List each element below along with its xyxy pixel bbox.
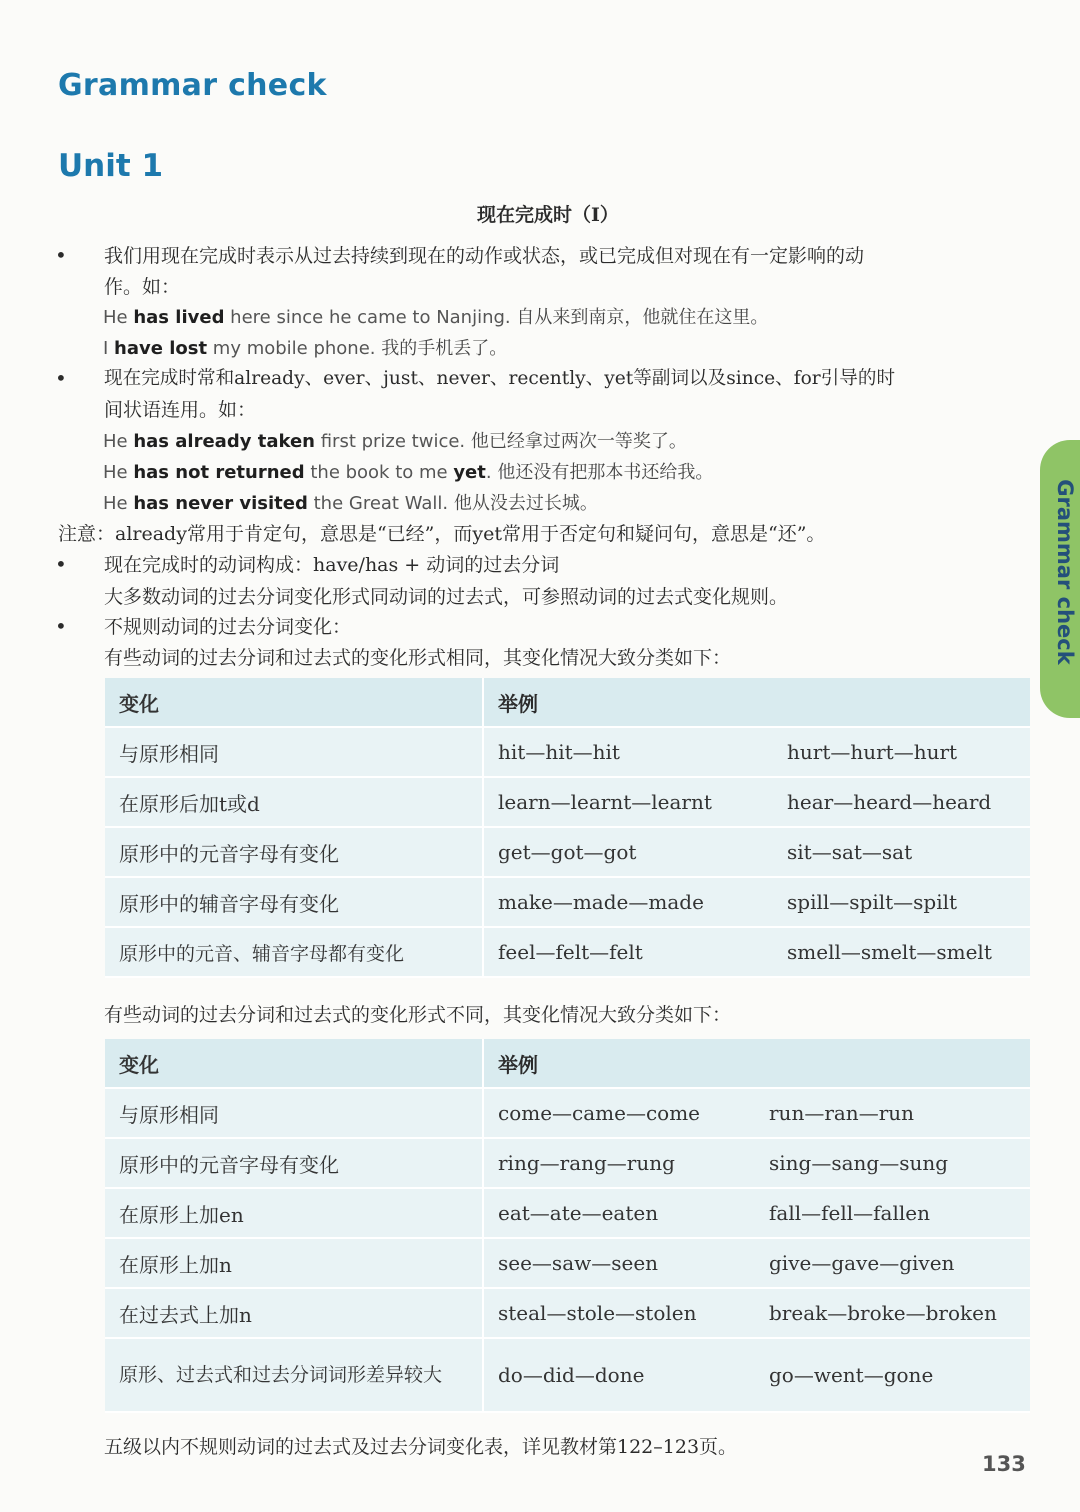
row-category: 在原形后加t或d (105, 777, 483, 827)
table-header-row (105, 1039, 1030, 1088)
row-example-1: hit—hit—hit (483, 727, 773, 777)
row-example-2: sing—sang—sung (755, 1138, 1030, 1188)
table-row (105, 1338, 1030, 1412)
row-example-1: learn—learnt—learnt (483, 777, 773, 827)
row-category: 原形、过去式和过去分词词形差异较大 (105, 1338, 483, 1412)
footer-text: 五级以内不规则动词的过去式及过去分词变化表，详见教材第122–123页。 (104, 1436, 738, 1458)
unit-title: Unit 1 (58, 148, 164, 184)
example-text: I have lost my mobile phone. (103, 338, 376, 359)
row-category: 在过去式上加n (105, 1288, 483, 1338)
row-category: 与原形相同 (105, 1088, 483, 1138)
row-example-2: spill—spilt—spilt (773, 877, 1030, 927)
example-text: He has not returned the book to me yet. (103, 462, 492, 483)
bullet-dot: • (55, 614, 67, 638)
row-category: 在原形上加n (105, 1238, 483, 1288)
example-sentence-4 (103, 459, 713, 486)
mid-text: 有些动词的过去分词和过去式的变化形式不同，其变化情况大致分类如下： (104, 1004, 732, 1026)
row-example-2: go—went—gone (755, 1338, 1030, 1412)
example-translation: 我的手机丢了。 (375, 338, 508, 359)
table-same-forms (105, 678, 1030, 978)
bullet-3-line-1: 现在完成时的动词构成：have/has + 动词的过去分词 (104, 554, 560, 576)
example-sentence-5 (103, 490, 598, 517)
table-row (105, 1138, 1030, 1188)
example-sentence-2 (103, 335, 507, 362)
table-row (105, 1188, 1030, 1238)
row-example-1: make—made—made (483, 877, 773, 927)
table-row (105, 1088, 1030, 1138)
example-sentence-3 (103, 428, 687, 455)
row-example-2: sit—sat—sat (773, 827, 1030, 877)
example-translation: 他还没有把那本书还给我。 (491, 462, 714, 483)
column-header-change: 变化 (105, 1039, 483, 1088)
row-example-1: do—did—done (483, 1338, 755, 1412)
table-header-row (105, 678, 1030, 727)
column-header-examples: 举例 (483, 1039, 1030, 1088)
row-example-1: steal—stole—stolen (483, 1288, 755, 1338)
row-example-2: run—ran—run (755, 1088, 1030, 1138)
row-example-1: get—got—got (483, 827, 773, 877)
bullet-dot: • (55, 552, 67, 576)
bullet-1-line-1: 我们用现在完成时表示从过去持续到现在的动作或状态，或已完成但对现在有一定影响的动 (104, 245, 865, 267)
row-example-2: break—broke—broken (755, 1288, 1030, 1338)
column-header-examples: 举例 (483, 678, 1030, 727)
row-category: 与原形相同 (105, 727, 483, 777)
example-text: He has already taken first prize twice. (103, 431, 466, 452)
bullet-3-line-2: 大多数动词的过去分词变化形式同动词的过去式，可参照动词的过去式变化规则。 (104, 586, 789, 608)
topic-heading: 现在完成时（I） (477, 204, 619, 226)
example-translation: 他已经拿过两次一等奖了。 (465, 431, 687, 452)
row-example-1: feel—felt—felt (483, 927, 773, 977)
row-example-2: give—gave—given (755, 1238, 1030, 1288)
table-row (105, 727, 1030, 777)
example-translation: 他从没去过长城。 (448, 493, 598, 514)
table-row (105, 1238, 1030, 1288)
row-category: 原形中的元音、辅音字母都有变化 (105, 927, 483, 977)
row-category: 原形中的辅音字母有变化 (105, 877, 483, 927)
example-text: He has lived here since he came to Nanjing. (103, 307, 511, 328)
row-category: 原形中的元音字母有变化 (105, 827, 483, 877)
side-tab-label: Grammar check (1053, 479, 1077, 665)
bullet-4-line-2: 有些动词的过去分词和过去式的变化形式相同，其变化情况大致分类如下： (104, 647, 732, 669)
row-example-1: ring—rang—rung (483, 1138, 755, 1188)
table-different-forms (105, 1039, 1030, 1413)
bullet-4-line-1: 不规则动词的过去分词变化： (104, 616, 352, 638)
row-example-1: eat—ate—eaten (483, 1188, 755, 1238)
table-row (105, 777, 1030, 827)
page-number: 133 (982, 1452, 1026, 1476)
row-example-1: see—saw—seen (483, 1238, 755, 1288)
example-translation: 自从来到南京，他就住在这里。 (510, 307, 769, 328)
row-category: 在原形上加en (105, 1188, 483, 1238)
bullet-dot: • (55, 243, 67, 267)
table-row (105, 877, 1030, 927)
bullet-2-line-1: 现在完成时常和already、ever、just、never、recently、yet等副词以及since、for引导的时 (104, 368, 896, 389)
row-example-1: come—came—come (483, 1088, 755, 1138)
row-example-2: hear—heard—heard (773, 777, 1030, 827)
table-row (105, 1288, 1030, 1338)
column-header-change: 变化 (105, 678, 483, 727)
bullet-dot: • (55, 366, 67, 390)
row-example-2: hurt—hurt—hurt (773, 727, 1030, 777)
row-example-2: fall—fell—fallen (755, 1188, 1030, 1238)
row-example-2: smell—smelt—smelt (773, 927, 1030, 977)
row-category: 原形中的元音字母有变化 (105, 1138, 483, 1188)
example-sentence-1 (103, 304, 768, 331)
section-title: Grammar check (58, 68, 327, 103)
table-row (105, 927, 1030, 977)
table-row (105, 827, 1030, 877)
bullet-2-line-2: 间状语连用。如： (104, 399, 257, 421)
example-text: He has never visited the Great Wall. (103, 493, 449, 514)
note-line: 注意：already常用于肯定句，意思是“已经”，而yet常用于否定句和疑问句，意思是“还”。 (58, 523, 826, 545)
bullet-1-line-2: 作。如： (104, 276, 181, 298)
